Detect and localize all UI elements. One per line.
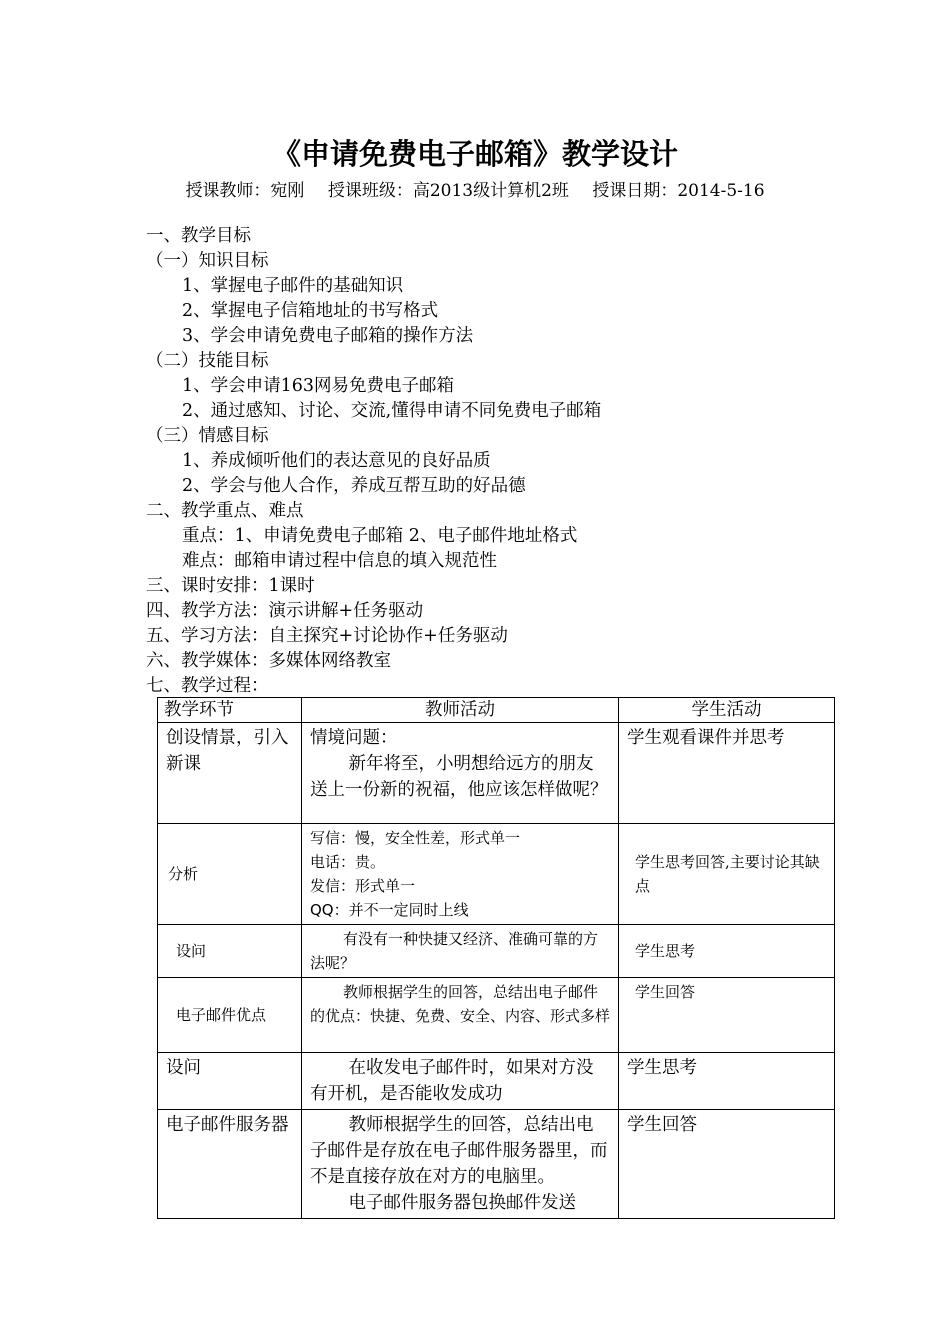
- section-heading: 四、教学方法：演示讲解+任务驱动: [146, 601, 424, 621]
- stage-cell: 电子邮件服务器: [158, 1110, 302, 1219]
- table-row: [158, 824, 835, 925]
- difficult-point: 难点：邮箱申请过程中信息的填入规范性: [182, 551, 497, 571]
- list-item: 1、掌握电子邮件的基础知识: [182, 276, 404, 296]
- class-info: 授课班级：高2013级计算机2班: [327, 181, 569, 201]
- list-item: 3、学会申请免费电子邮箱的操作方法: [182, 326, 474, 346]
- student-activity-cell: 学生思考: [619, 925, 835, 978]
- teacher-activity-text: 电话：贵。: [310, 853, 386, 871]
- teacher-activity-text: 新年将至，小明想给远方的朋友送上一份新的祝福，他应该怎样做呢？: [310, 754, 608, 800]
- student-activity-cell: 学生思考: [619, 1053, 835, 1110]
- stage-cell: 创设情景，引入新课: [158, 723, 302, 824]
- list-item: 1、养成倾听他们的表达意见的良好品质: [182, 451, 491, 471]
- teacher-info: 授课教师：宛刚: [185, 181, 305, 201]
- teacher-activity-cell: [302, 723, 619, 824]
- section-heading: 五、学习方法：自主探究+讨论协作+任务驱动: [146, 626, 508, 646]
- teacher-activity-text: 发信：形式单一: [310, 877, 416, 895]
- stage-cell: 设问: [158, 925, 302, 978]
- document-title: 《申请免费电子邮箱》教学设计: [271, 137, 678, 171]
- subsection-heading: （二）技能目标: [146, 351, 269, 371]
- teacher-activity-text: 写信：慢，安全性差，形式单一: [310, 829, 521, 847]
- stage-cell: 电子邮件优点: [158, 978, 302, 1053]
- table-row: [158, 1053, 835, 1110]
- section-heading: 一、教学目标: [146, 226, 251, 246]
- teacher-activity-cell: 在收发电子邮件时，如果对方没有开机，是否能收发成功: [302, 1053, 619, 1110]
- column-header: 教学环节: [158, 698, 302, 723]
- teacher-activity-text: QQ：并不一定同时上线: [310, 901, 469, 919]
- table-row: [158, 978, 835, 1053]
- section-heading: 六、教学媒体：多媒体网络教室: [146, 651, 391, 671]
- table-row: [158, 925, 835, 978]
- teacher-activity-cell: [302, 824, 619, 925]
- section-heading: 三、课时安排：1课时: [146, 576, 315, 596]
- stage-cell: 设问: [158, 1053, 302, 1110]
- table-row: [158, 723, 835, 824]
- teacher-activity-cell: 教师根据学生的回答，总结出电子邮件的优点：快捷、免费、安全、内容、形式多样: [302, 978, 619, 1053]
- table-row: [158, 1110, 835, 1219]
- teacher-activity-cell: [302, 1110, 619, 1219]
- list-item: 1、学会申请163网易免费电子邮箱: [182, 376, 455, 396]
- student-activity-cell: 学生回答: [619, 1110, 835, 1219]
- teacher-activity-text: 电子邮件服务器包换邮件发送: [348, 1193, 576, 1213]
- list-item: 2、通过感知、讨论、交流,懂得申请不同免费电子邮箱: [182, 401, 602, 421]
- teacher-activity-cell: 有没有一种快捷又经济、准确可靠的方法呢？: [302, 925, 619, 978]
- subsection-heading: （三）情感目标: [146, 426, 269, 446]
- list-item: 2、掌握电子信箱地址的书写格式: [182, 301, 439, 321]
- lesson-meta: [0, 176, 950, 201]
- list-item: 2、学会与他人合作，养成互帮互助的好品德: [182, 476, 526, 496]
- subsection-heading: （一）知识目标: [146, 251, 269, 271]
- section-heading: 七、教学过程：: [146, 676, 269, 696]
- stage-cell: 分析: [158, 824, 302, 925]
- date-info: 授课日期：2014-5-16: [592, 181, 765, 201]
- teacher-activity-text: 情境问题：: [310, 728, 398, 748]
- section-heading: 二、教学重点、难点: [146, 501, 304, 521]
- student-activity-cell: 学生回答: [619, 978, 835, 1053]
- key-point: 重点：1、申请免费电子邮箱 2、电子邮件地址格式: [182, 526, 578, 546]
- teacher-activity-text: 教师根据学生的回答，总结出电子邮件是存放在电子邮件服务器里，而不是直接存放在对方的电脑里。: [310, 1115, 608, 1187]
- column-header: 学生活动: [619, 698, 835, 723]
- student-activity-cell: 学生思考回答,主要讨论其缺点: [619, 824, 835, 925]
- column-header: 教师活动: [302, 698, 619, 723]
- table-header-row: [158, 698, 835, 723]
- teaching-process-table: [157, 697, 835, 1219]
- student-activity-cell: 学生观看课件并思考: [619, 723, 835, 824]
